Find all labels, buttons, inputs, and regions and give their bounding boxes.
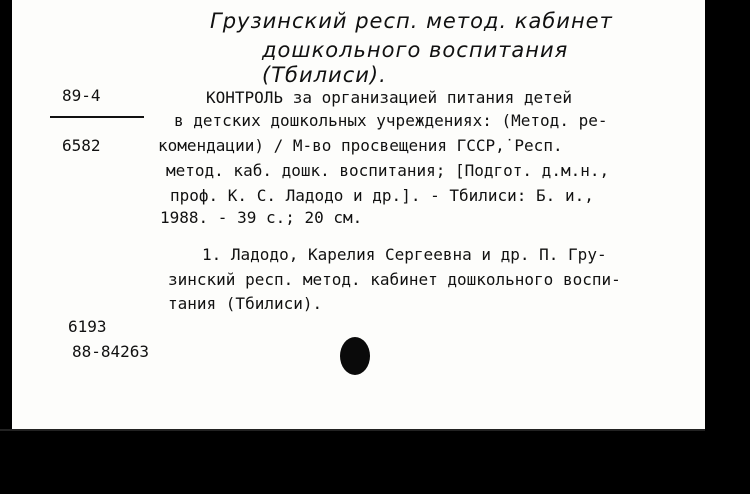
entry-line-3: комендации) / М-во просвещения ГССР,˙Респ. [158,136,563,155]
call-number-bottom-2: 88-84263 [72,342,150,361]
card-left-edge [6,0,12,431]
catalog-card [6,0,705,431]
entry-line-6: 1988. - 39 с.; 20 см. [160,208,363,227]
tracing-line-2: зинский респ. метод. кабинет дошкольного воспи- [168,270,621,289]
entry-line-4: метод. каб. дошк. воспитания; [Подгот. д.м.н., [166,161,610,180]
card-bottom-edge [0,429,705,431]
entry-line-1: КОНТРОЛЬ за организацией питания детей [206,88,573,107]
tracing-line-3: тания (Тбилиси). [168,294,323,313]
handwritten-line-3: (Тбилиси). [262,63,387,87]
call-number-bottom-1: 6193 [68,317,107,336]
call-number-divider [50,116,144,118]
handwritten-line-2: дошкольного воспитания [262,38,569,62]
handwritten-line-1: Грузинский респ. метод. кабинет [210,9,613,33]
entry-line-2: в детских дошкольных учреждениях: (Метод. ре- [174,111,608,130]
punch-hole [340,337,370,375]
entry-line-5: проф. К. С. Ладодо и др.]. - Тбилиси: Б. и., [170,186,594,205]
tracing-line-1: 1. Ладодо, Карелия Сергеевна и др. П. Гру- [202,245,607,264]
call-number-middle: 6582 [62,136,101,155]
call-number-top: 89-4 [62,86,101,105]
